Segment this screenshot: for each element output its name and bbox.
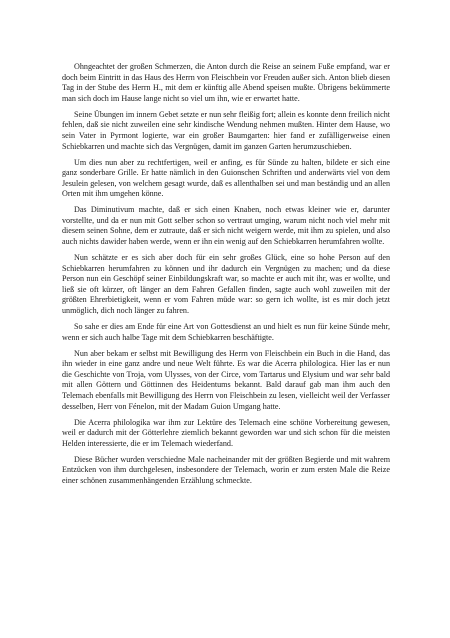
paragraph-7: Nun aber bekam er selbst mit Bewilligung des Herrn von Fleischbein ein Buch in die Hand, das ihn wieder in eine ganz andre und neue Welt führte. Es war die Acerra philologica. Hier las er nun die Geschichte von Troja, vom Ulysses, von der Circe, vom Tartarus und Elysium und war sehr bald mit allen Göttern und Göttinnen des Heidentums bekannt. Bald darauf gab man ihm auch den Telemach ebenfalls mit Bewilligung des Herrn von Fleischbein zu lesen, vielleicht weil der Verfasser desselben, Herr von Fénelon, mit der Madam Guion Umgang hatte.: [62, 348, 390, 411]
paragraph-6: So sahe er dies am Ende für eine Art von Gottesdienst an und hielt es nun für keine Sünde mehr, wenn er sich auch halbe Tage mit dem Schiebkarren beschäftigte.: [62, 322, 390, 342]
paragraph-5: Nun schätzte er es sich aber doch für ein sehr großes Glück, eine so hohe Person auf den Schiebkarren herumfahren zu können und ihr dadurch ein Vergnügen zu machen; und da diese Person nun ein Geschöpf seiner Einbildungskraft war, so machte er auch mit ihr, was er wollte, und ließ sie oft kürzer, oft länger an dem Fahren Gefallen finden, sagte auch wohl zuweilen mit der größten Ehrerbietigkeit, wenn er vom Fahren müde war: so gern ich wollte, ist es mir doch jetzt unmöglich, dich noch länger zu fahren.: [62, 253, 390, 316]
paragraph-2: Seine Übungen im innern Gebet setzte er nun sehr fleißig fort; allein es konnte denn freilich nicht fehlen, daß sie nicht zuweilen eine sehr kindische Wendung nehmen mußten. Hinter dem Hause, wo sein Vater in Pyrmont logierte, war ein großer Baumgarten: hier fand er zufälligerweise einen Schiebkarren und machte sich das Vergnügen, damit im ganzen Garten herumzuschieben.: [62, 109, 390, 151]
paragraph-4: Das Diminutivum machte, daß er sich einen Knaben, noch etwas kleiner wie er, darunter vorstellte, und da er nun mit Gott selber schon so vertraut umging, warum nicht noch viel mehr mit diesem seinen Sohne, dem er zutraute, daß er sich nicht weigern werde, mit ihm zu spielen, und also auch nichts dawider haben werde, wenn er ihn ein wenig auf den Schiebkarren herumfahren wollte.: [62, 205, 390, 247]
paragraph-9: Diese Bücher wurden verschiedne Male nacheinander mit der größten Begierde und mit wahrem Entzücken von ihm durchgelesen, insbesondere der Telemach, worin er zum ersten Male die Reize einer schönen zusammenhängenden Erzählung schmeckte.: [62, 454, 390, 485]
paragraph-3: Um dies nun aber zu rechtfertigen, weil er anfing, es für Sünde zu halten, bildete er sich eine ganz sonderbare Grille. Er hatte nämlich in den Guionschen Schriften und anderwärts viel von dem Jesulein gelesen, von welchem gesagt wurde, daß es allenthalben sei und man beständig und an allen Orten mit ihm umgehen könne.: [62, 157, 390, 199]
paragraph-1: Ohngeachtet der großen Schmerzen, die Anton durch die Reise an seinem Fuße empfand, war er doch beim Eintritt in das Haus des Herrn von Fleischbein vor Freuden außer sich. Anton blieb diesen Tag in der Stube des Herrn H., mit dem er künftig alle Abend speisen mußte. Übrigens bekümmerte man sich doch im Hause lange nicht so viel um ihn, wie er erwartet hatte.: [62, 62, 390, 103]
paragraph-8: Die Acerra philologika war ihm zur Lektüre des Telemach eine schöne Vorbereitung gewesen, weil er dadurch mit der Götterlehre ziemlich bekannt geworden war und sich schon für die meisten Helden interessierte, die er im Telemach wiederfand.: [62, 417, 390, 448]
document-page: [62, 62, 390, 582]
